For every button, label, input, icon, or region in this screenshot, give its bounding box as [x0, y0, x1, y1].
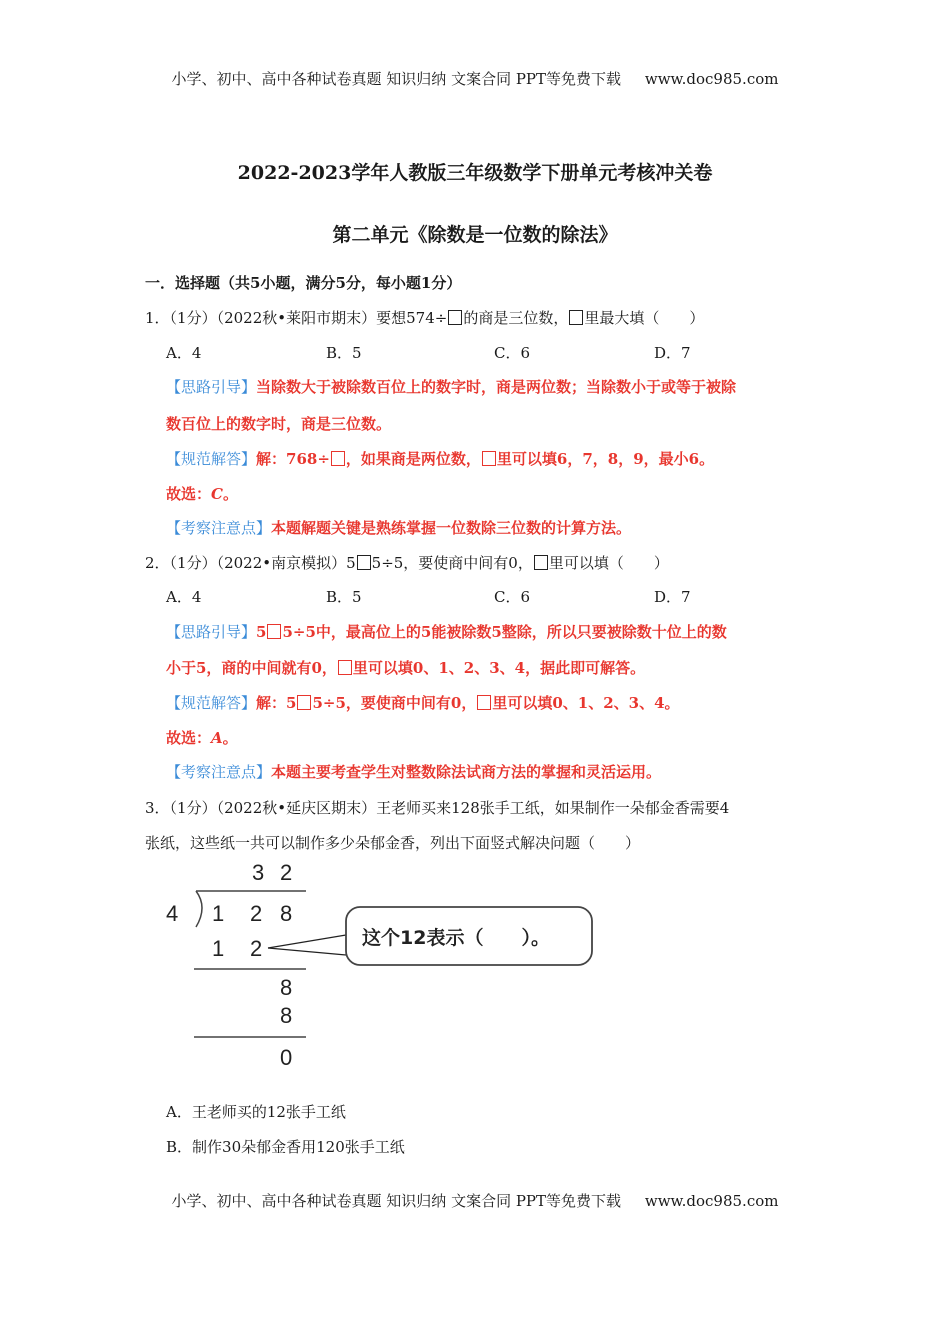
q2-option-b[interactable]: B．5: [326, 588, 362, 606]
q3-option-b[interactable]: B．制作30朵郁金香用120张手工纸: [166, 1138, 405, 1156]
product-digit: 2: [250, 936, 263, 961]
q1-note-text: 本题解题关键是熟练掌握一位数除三位数的计算方法。: [271, 519, 632, 537]
answer-label: 故选：: [166, 485, 212, 503]
banner-text: 小学、初中、高中各种试卷真题 知识归纳 文案合同 PPT等免费下载: [171, 70, 622, 88]
blank-box-icon: [569, 310, 583, 325]
callout-pointer: [268, 935, 346, 948]
q1-stem-part: 里最大填（ ）: [584, 309, 705, 327]
q2-answer-letter: A: [211, 729, 223, 747]
q1-solution-part: 解：768÷: [256, 450, 330, 468]
q3-stem: 3．（1分）（2022秋•延庆区期末）王老师买来128张手工纸，如果制作一朵郁金香需要4: [145, 799, 730, 817]
hint-tag: 【思路引导】: [166, 378, 257, 396]
page-title: 2022-2023学年人教版三年级数学下册单元考核冲关卷: [237, 162, 713, 184]
q2-option-a[interactable]: A．4: [166, 588, 202, 606]
q2-option-c[interactable]: C．6: [494, 588, 531, 606]
dividend-digit: 8: [280, 901, 293, 926]
note-tag: 【考察注意点】: [166, 763, 272, 781]
q1-answer-letter: C: [211, 485, 223, 503]
solution-tag: 【规范解答】: [166, 450, 257, 468]
q2-note-text: 本题主要考查学生对整数除法试商方法的掌握和灵活运用。: [271, 763, 662, 781]
q2-option-d[interactable]: D．7: [654, 588, 691, 606]
note-tag: 【考察注意点】: [166, 519, 272, 537]
q2-hint: [166, 621, 727, 642]
page-subtitle: 第二单元《除数是一位数的除法》: [332, 224, 618, 246]
q1-solution: [166, 448, 714, 469]
q2-hint-part: 里可以填0、1、2、3、4，据此即可解答。: [352, 659, 646, 677]
dividend-digit: 1: [212, 901, 225, 926]
q2-hint-cont: [166, 657, 645, 678]
banner-url[interactable]: www.doc985.com: [644, 70, 779, 88]
q2-solution: [166, 692, 680, 713]
section-heading: 一．选择题（共5小题，满分5分，每小题1分）: [145, 274, 462, 292]
q3-stem-cont: 张纸，这些纸一共可以制作多少朵郁金香，列出下面竖式解决问题（ ）: [145, 834, 641, 852]
blank-box-icon: [297, 695, 311, 710]
q1-option-b[interactable]: B．5: [326, 344, 362, 362]
q2-stem-part: 里可以填（ ）: [548, 554, 669, 572]
q1-hint-cont: 数百位上的数字时，商是三位数。: [166, 415, 392, 433]
product-digit: 1: [212, 936, 225, 961]
blank-box-icon: [482, 451, 496, 466]
q2-solution-part: 解：5: [256, 694, 297, 712]
q1-hint-text: 当除数大于被除数百位上的数字时，商是两位数；当除数小于或等于被除: [256, 378, 737, 396]
q1-stem-part: 1．（1分）（2022秋•莱阳市期末）要想574÷: [145, 309, 448, 327]
q3-option-a[interactable]: A．王老师买的12张手工纸: [166, 1103, 346, 1121]
final-remainder: 0: [280, 1045, 293, 1070]
footer-banner: [0, 1190, 950, 1211]
q1-stem-part: 的商是三位数，: [463, 309, 569, 327]
q1-option-c[interactable]: C．6: [494, 344, 531, 362]
q1-option-a[interactable]: A．4: [166, 344, 202, 362]
blank-box-icon: [477, 695, 491, 710]
divisor: 4: [166, 901, 179, 926]
remainder-digit: 8: [280, 975, 293, 1000]
callout-text: 这个12表示（ ）。: [362, 927, 550, 949]
q2-hint-part: 小于5，商的中间就有0，: [166, 659, 337, 677]
q2-solution-part: 里可以填0、1、2、3、4。: [492, 694, 680, 712]
q2-stem: [145, 552, 669, 573]
q1-note: [166, 517, 631, 538]
blank-box-icon: [448, 310, 462, 325]
q2-solution-part: 5÷5，要使商中间有0，: [312, 694, 477, 712]
q1-hint: [166, 376, 736, 397]
blank-box-icon: [534, 555, 548, 570]
answer-label: 故选：: [166, 729, 212, 747]
q2-answer: [166, 727, 238, 748]
callout-pointer: [268, 948, 346, 955]
quotient-digit: 3: [252, 860, 265, 885]
blank-box-icon: [331, 451, 345, 466]
banner-url[interactable]: www.doc985.com: [644, 1192, 779, 1210]
long-division-diagram: [160, 855, 610, 1075]
product-digit: 8: [280, 1003, 293, 1028]
solution-tag: 【规范解答】: [166, 694, 257, 712]
q2-hint-part: 5: [256, 623, 267, 641]
quotient-digit: 2: [280, 860, 293, 885]
answer-end: 。: [222, 729, 238, 747]
division-bracket: [196, 891, 202, 927]
blank-box-icon: [267, 624, 281, 639]
banner-text: 小学、初中、高中各种试卷真题 知识归纳 文案合同 PPT等免费下载: [171, 1192, 622, 1210]
blank-box-icon: [357, 555, 371, 570]
blank-box-icon: [338, 660, 352, 675]
hint-tag: 【思路引导】: [166, 623, 257, 641]
dividend-digit: 2: [250, 901, 263, 926]
q2-stem-part: 2．（1分）（2022•南京模拟）5: [145, 554, 356, 572]
q2-hint-part: 5÷5中，最高位上的5能被除数5整除，所以只要被除数十位上的数: [282, 623, 727, 641]
q2-note: [166, 761, 661, 782]
q2-stem-part: 5÷5，要使商中间有0，: [371, 554, 533, 572]
q1-option-d[interactable]: D．7: [654, 344, 691, 362]
q1-answer: [166, 483, 238, 504]
answer-end: 。: [222, 485, 238, 503]
q1-solution-part: ，如果商是两位数，: [345, 450, 481, 468]
q1-solution-part: 里可以填6，7，8，9，最小6。: [496, 450, 715, 468]
q1-stem: [145, 307, 704, 328]
header-banner: [0, 68, 950, 89]
